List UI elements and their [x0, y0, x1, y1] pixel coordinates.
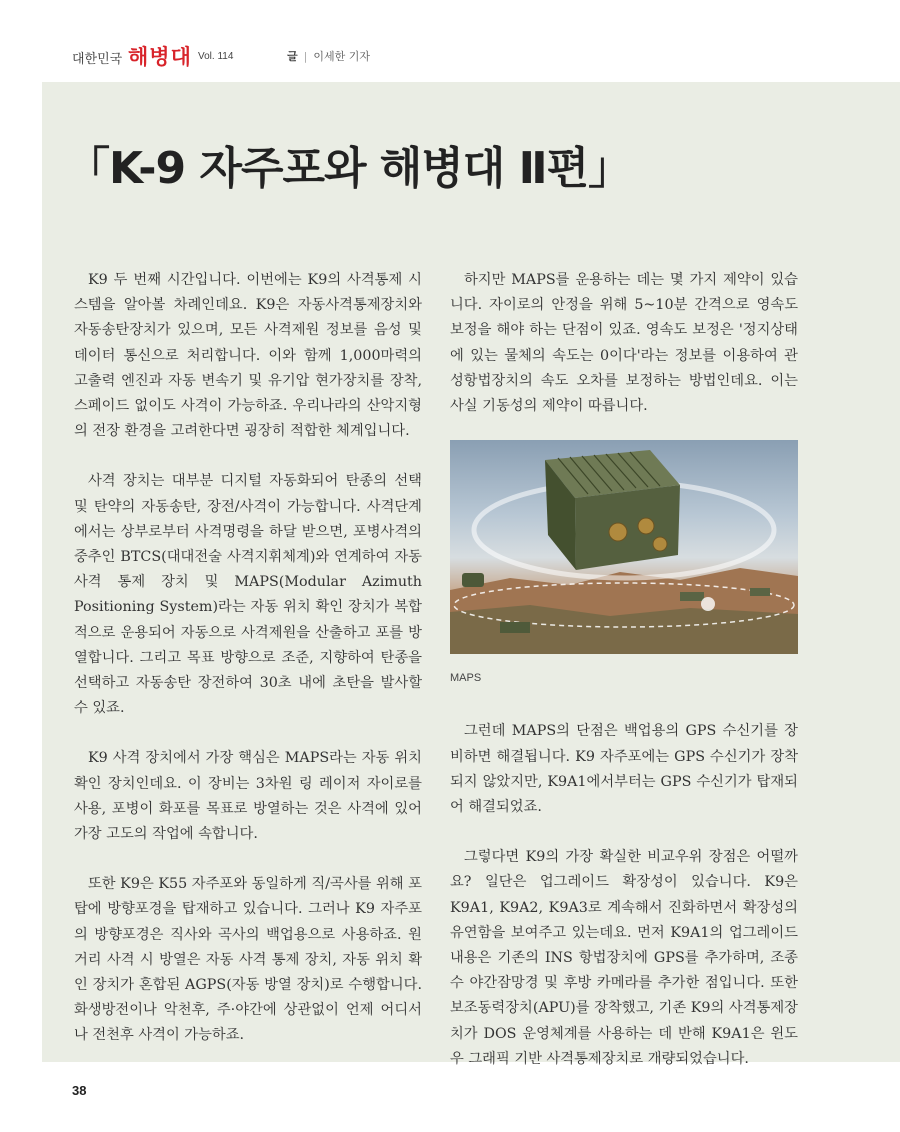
connector-3 — [653, 537, 667, 551]
vehicle — [500, 622, 530, 633]
left-column — [74, 268, 422, 1074]
magazine-name: 해병대 — [128, 45, 192, 69]
paragraph: 그런데 MAPS의 단점은 백업용의 GPS 수신기를 장비하면 해결됩니다. K9 자주포에는 GPS 수신기가 장착되지 않았지만, K9A1에서부터는 GPS 수신기가 탑재되어 해결되었죠. — [450, 723, 798, 816]
maps-illustration — [450, 440, 798, 654]
paragraph: 사격 장치는 대부분 디지털 자동화되어 탄종의 선택 및 탄약의 자동송탄, 장전/사격이 가능합니다. 사격단계에서는 상부로부터 사격명령을 하달 받으면, 포병사격의 중추인 BTCS(대대전술 사격지휘체계)와 연계하여 자동 사격 통제 장치 및 MAPS(Modular Azimuth Positioning System)라는 자동 위치 확인 장치가 복합적으로 운용되어 자동으로 사격제원을 산출하고 포를 방열합니다. 그리고 목표 방향으로 조준, 지향하여 탄종을 선택하고 자동송탄 장전하여 30초 내에 초탄을 발사할 수 있죠. — [74, 473, 422, 717]
magazine-header — [0, 0, 900, 82]
connector-1 — [609, 523, 627, 541]
vehicle — [462, 573, 484, 587]
connector-2 — [638, 518, 654, 534]
paragraph: K9 사격 장치에서 가장 핵심은 MAPS라는 자동 위치 확인 장치인데요. 이 장비는 3차원 링 레이저 자이로를 사용, 포병이 화포를 목표로 방열하는 것은 사격에 있어 가장 고도의 작업에 속합니다. — [74, 750, 422, 843]
magazine-prefix: 대한민국 — [72, 51, 123, 66]
byline-separator: | — [303, 50, 308, 63]
maps-illustration-graphic — [450, 440, 798, 654]
image-caption: MAPS — [450, 672, 482, 685]
byline-author: 이세한 기자 — [313, 50, 370, 63]
device-front — [575, 485, 680, 570]
marker — [701, 597, 715, 611]
paragraph: 하지만 MAPS를 운용하는 데는 몇 가지 제약이 있습니다. 자이로의 안정을 위해 5~10분 간격으로 영속도 보정을 해야 하는 단점이 있죠. 영속도 보정은 '정지상태에 있는 물체의 속도는 0이다'라는 정보를 이용하여 관성항법장치의 속도 오차를 보정하는 방법인데요. 이는 사실 기동성의 제약이 따릅니다. — [450, 272, 798, 415]
paragraph: K9 두 번째 시간입니다. 이번에는 K9의 사격통제 시스템을 알아볼 차례인데요. K9은 자동사격통제장치와 자동송탄장치가 있으며, 모든 사격제원 정보를 음성 및 데이터 통신으로 처리합니다. 이와 함께 1,000마력의 고출력 엔진과 자동 변속기 및 유기압 현가장치를 장착, 스페이드 없이도 사격이 가능하죠. 우리나라의 산악지형의 전장 환경을 고려한다면 굉장히 적합한 체계입니다. — [74, 272, 422, 440]
right-column — [450, 268, 798, 1097]
byline-label: 글 — [287, 50, 298, 63]
paragraph: 그렇다면 K9의 가장 확실한 비교우위 장점은 어떨까요? 일단은 업그레이드 확장성이 있습니다. K9은 K9A1, K9A2, K9A3로 계속해서 진화하면서 확장성의 유연함을 보여주고 있는데요. 먼저 K9A1의 업그레이드 내용은 기존의 INS 항법장치에 GPS를 추가하며, 조종수 야간잠망경 및 후방 카메라를 추가한 점입니다. 또한 보조동력장치(APU)를 장착했고, 기존 K9의 사격통제장치가 DOS 운영체계를 사용하는 데 반해 K9A1은 윈도우 그래픽 기반 사격통제장치로 개량되었습니다. — [450, 849, 798, 1067]
paragraph: 또한 K9은 K55 자주포와 동일하게 직/곡사를 위해 포탑에 방향포경을 탑재하고 있습니다. 그러나 K9 자주포의 방향포경은 직사와 곡사의 백업용으로 사용하죠. 원거리 사격 시 방열은 자동 사격 통제 장치, 자동 위치 확인 장치가 혼합된 AGPS(자동 방열 장치)로 수행합니다. 화생방전이나 악천후, 주·야간에 상관없이 언제 어디서나 전천후 사격이 가능하죠. — [74, 876, 422, 1044]
vehicle — [750, 588, 770, 596]
magazine-volume: Vol. 114 — [198, 51, 234, 62]
article-title: 「K-9 자주포와 해병대 Ⅱ편」 — [66, 143, 632, 194]
page-number: 38 — [72, 1083, 87, 1098]
byline — [287, 48, 370, 64]
vehicle — [680, 592, 704, 601]
